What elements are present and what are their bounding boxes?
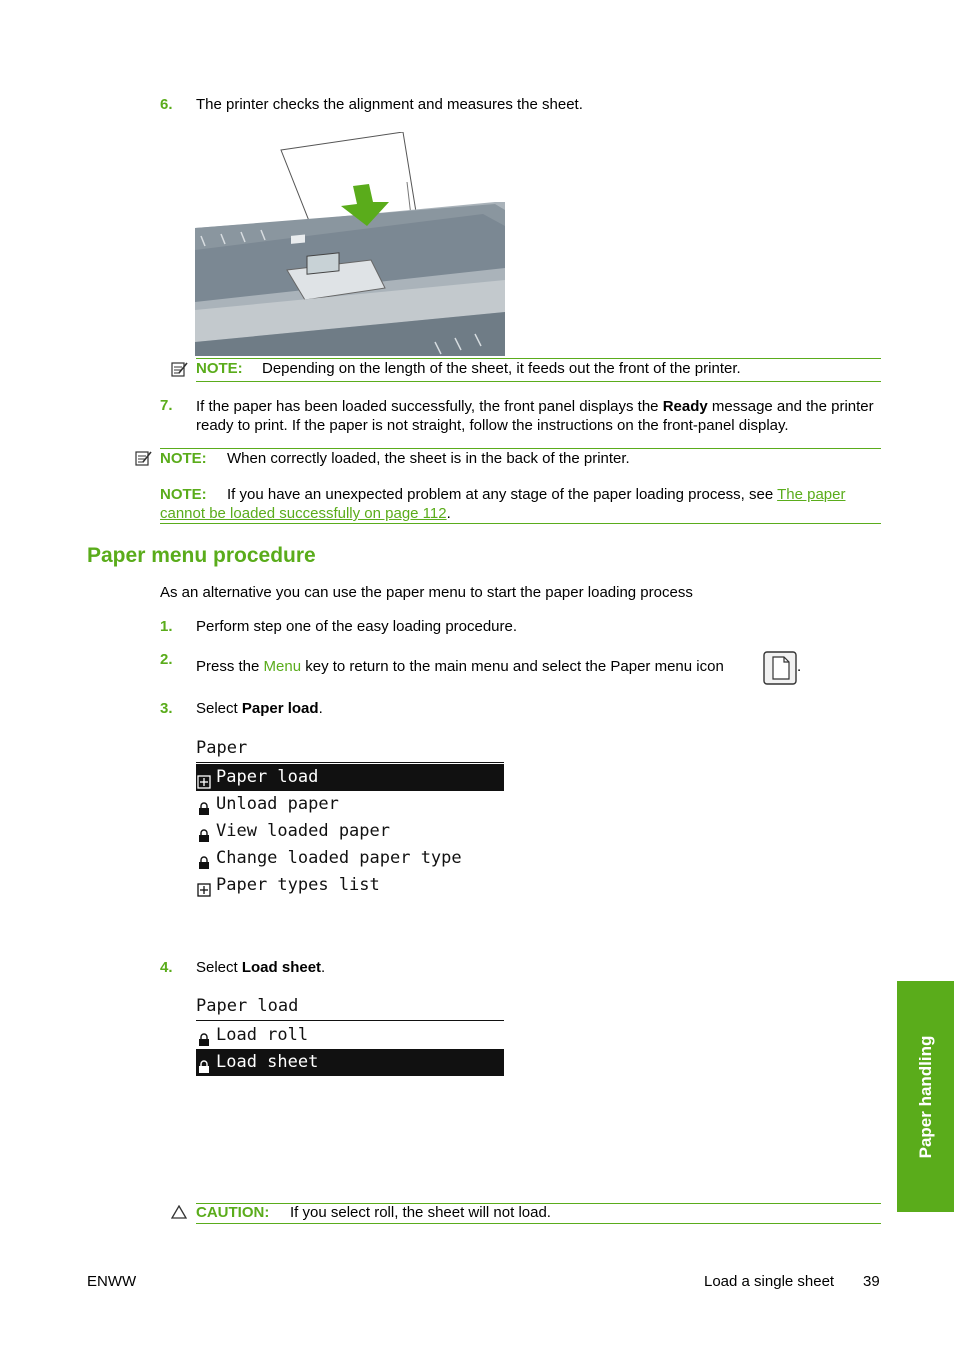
footer-section: Load a single sheet	[704, 1273, 835, 1290]
caution-label: CAUTION:	[196, 1204, 270, 1221]
lock-icon	[197, 1056, 211, 1070]
step-text: If the paper has been loaded successfully, the front panel displays the Ready message and the printer ready to print. If the paper is not straight, follow the instructions on the front-panel display.	[196, 398, 874, 434]
lcd-paper-menu	[196, 736, 504, 899]
step-text: Select Paper load.	[196, 700, 323, 717]
note-label: NOTE:	[196, 360, 243, 377]
lock-icon	[197, 1029, 211, 1043]
chapter-side-tab-label: Paper handling	[915, 1035, 935, 1158]
lcd-item-unload-paper[interactable]: Unload paper	[196, 791, 504, 818]
paper-menu-icon	[763, 651, 797, 685]
step-end: .	[797, 658, 802, 675]
step-number: 1.	[160, 618, 173, 635]
lcd-paper-load-menu	[196, 994, 504, 1076]
note-icon	[171, 361, 189, 378]
lcd-item-load-sheet[interactable]: Load sheet	[196, 1049, 504, 1076]
step-number: 3.	[160, 700, 173, 717]
step-text: Press the Menu key to return to the main menu and select the Paper menu icon	[196, 658, 724, 675]
section-heading: Paper menu procedure	[87, 544, 316, 567]
note-text: When correctly loaded, the sheet is in the back of the printer.	[227, 450, 630, 467]
note-label: NOTE:	[160, 450, 207, 467]
note-icon	[135, 450, 153, 467]
expand-icon	[197, 879, 211, 893]
lcd-item-paper-load[interactable]: Paper load	[196, 764, 504, 791]
note-text-cont: cannot be loaded successfully on page 112.	[160, 505, 451, 522]
lcd-item-change-loaded-paper-type[interactable]: Change loaded paper type	[196, 845, 504, 872]
lcd-item-load-roll[interactable]: Load roll	[196, 1022, 504, 1049]
lock-icon	[197, 825, 211, 839]
step-number: 7.	[160, 397, 173, 414]
lock-icon	[197, 798, 211, 812]
section-intro: As an alternative you can use the paper menu to start the paper loading process	[160, 584, 693, 601]
caution-icon	[171, 1205, 187, 1219]
step-text: The printer checks the alignment and measures the sheet.	[196, 96, 583, 113]
printer-illustration	[195, 132, 505, 356]
note-rule	[160, 448, 881, 449]
step-text: Select Load sheet.	[196, 959, 326, 976]
lock-icon	[197, 852, 211, 866]
lcd-item-view-loaded-paper[interactable]: View loaded paper	[196, 818, 504, 845]
step-number: 2.	[160, 651, 173, 668]
cross-reference-link[interactable]: The paper	[777, 486, 846, 503]
note-label: NOTE:	[160, 486, 207, 503]
page-number: 39	[863, 1273, 880, 1290]
menu-key: Menu	[263, 658, 302, 675]
note-text: If you have an unexpected problem at any stage of the paper loading process, see The paper	[227, 486, 846, 503]
step-number: 4.	[160, 959, 173, 976]
step-number: 6.	[160, 96, 173, 113]
note-rule	[160, 523, 881, 524]
cross-reference-link[interactable]: cannot be loaded successfully on page 112	[160, 505, 447, 522]
chapter-side-tab[interactable]	[897, 981, 954, 1212]
lcd-title: Paper load	[196, 994, 504, 1021]
note-text: Depending on the length of the sheet, it feeds out the front of the printer.	[262, 360, 741, 377]
lcd-title: Paper	[196, 736, 504, 763]
caution-text: If you select roll, the sheet will not load.	[290, 1204, 551, 1221]
step-text: Perform step one of the easy loading procedure.	[196, 618, 518, 635]
footer-left: ENWW	[87, 1273, 137, 1290]
lcd-item-paper-types-list[interactable]: Paper types list	[196, 872, 504, 899]
expand-icon	[197, 771, 211, 785]
